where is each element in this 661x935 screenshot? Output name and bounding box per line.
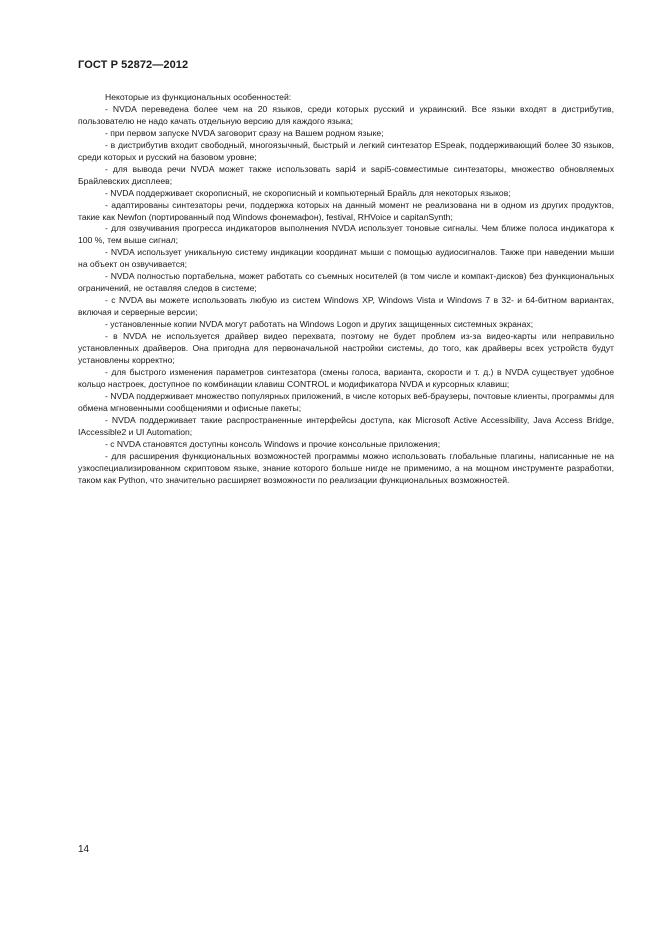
- page-number: 14: [78, 844, 90, 855]
- list-item: - для быстрого изменения параметров синтезатора (смены голоса, варианта, скорости и т. д.) в NVDA существует удобное кольцо настроек, доступное по комбинации клавиш CONTROL и модификатора NVDA и курсорных клавиш;: [78, 366, 614, 389]
- list-item: - в дистрибутив входит свободный, многоязычный, быстрый и легкий синтезатор ESpeak, поддерживающий более 30 языков, среди которых и русский на базовом уровне;: [78, 139, 614, 162]
- list-item: - NVDA поддерживает скорописный, не скорописный и компьютерный Брайль для некоторых языков;: [105, 187, 511, 198]
- list-item: - для вывода речи NVDA может также использовать sapi4 и sapi5-совместимые синтезаторы, множество обновляемых Брайлевских дисплеев;: [78, 163, 614, 186]
- list-item: - с NVDA становятся доступны консоль Windows и прочие консольные приложения;: [105, 438, 441, 449]
- list-item: - с NVDA вы можете использовать любую из систем Windows XP, Windows Vista и Windows 7 в 32- и 64-битном вариантах, включая и серверные версии;: [78, 295, 614, 318]
- list-item: - для озвучивания прогресса индикаторов выполнения NVDA использует тоновые сигналы. Чем ближе полоса индикатора к 100 %, тем выше сигнал;: [78, 223, 614, 246]
- list-item: - для расширения функциональных возможностей программы можно использовать глобальные плагины, написанные не на узкоспециализированном скриптовом языке, знание которого больше нигде не применимо, а на мощном инструменте разработки, таком как Python, что значительно расширяет возможности по реализации функциональных возможностей.: [78, 450, 614, 485]
- document-code-header: ГОСТ Р 52872—2012: [78, 59, 189, 71]
- paragraph-intro: Некоторые из функциональных особенностей:: [105, 92, 292, 102]
- list-item: - адаптированы синтезаторы речи, поддержка которых на данный момент не реализована ни в одном из других продуктов, такие как Newfon (портированный под Windows фонемафон), festival, RHVoice и capitanSynth;: [78, 199, 614, 222]
- list-item: - NVDA полностью портабельна, может работать со съемных носителей (в том числе и компакт-дисков) без функциональных ограничений, не оставляя следов в системе;: [78, 271, 614, 294]
- list-item: - в NVDA не используется драйвер видео перехвата, поэтому не будет проблем из-за видео-карты или неправильно установленных драйверов. Она пригодна для первоначальной настройки системы, до того, как драйверы всех устройств будут установлены корректно;: [78, 331, 614, 365]
- body-text: [78, 92, 614, 486]
- list-item: - установленные копии NVDA могут работать на Windows Logon и других защищенных системных экранах;: [105, 319, 534, 330]
- list-item: - NVDA использует уникальную систему индикации координат мыши с помощью аудиосигналов. Также при наведении мыши на объект он озвучивается;: [78, 247, 614, 270]
- list-item: - NVDA поддерживает множество популярных приложений, в числе которых веб-браузеры, почтовые клиенты, программы для обмена мгновенными сообщениями и офисные пакеты;: [78, 390, 614, 413]
- list-item: - NVDA поддерживает такие распространенные интерфейсы доступа, как Microsoft Active Accessibility, Java Access Bridge, IAccessible2 и UI Automation;: [78, 414, 614, 437]
- list-item: - при первом запуске NVDA заговорит сразу на Вашем родном языке;: [105, 127, 384, 138]
- list-item: - NVDA переведена более чем на 20 языков, среди которых русский и украинский. Все языки входят в дистрибутив, пользователю не надо качать отдельную версию для каждого языка;: [78, 103, 614, 126]
